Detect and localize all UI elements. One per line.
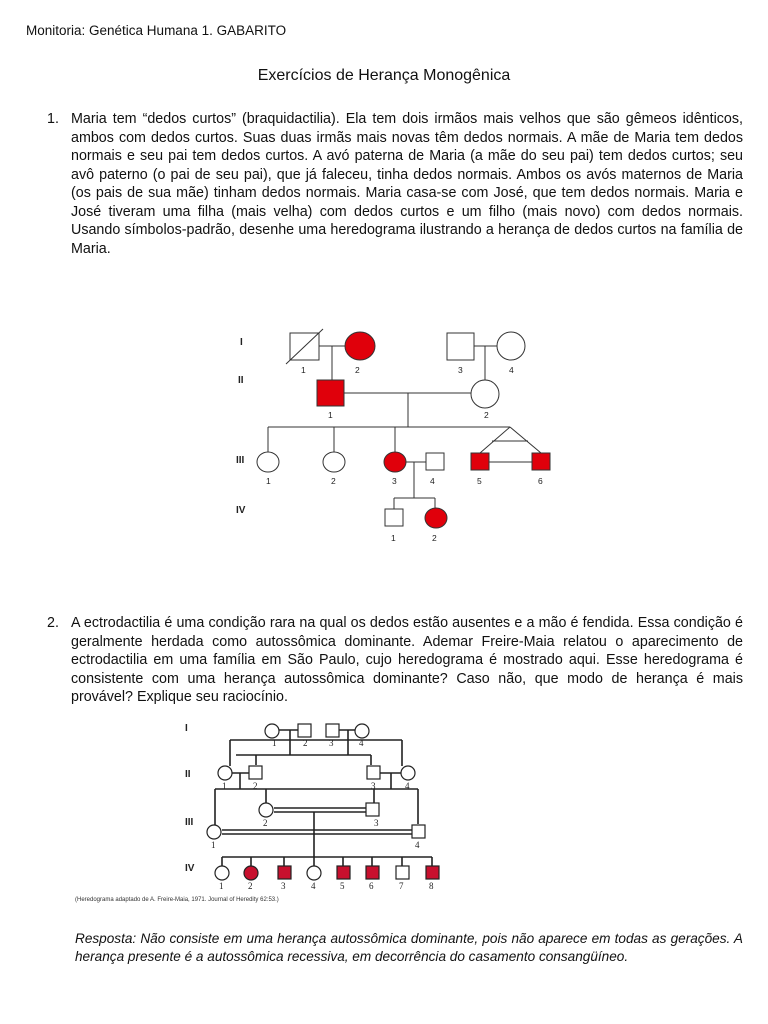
pedigree2-I-3-male xyxy=(326,724,339,737)
pedigree1-I-3-male xyxy=(447,333,474,360)
pedigree1-II-2-female xyxy=(471,380,499,408)
question-1-text: Maria tem “dedos curtos” (braquidactilia). Ela tem dois irmãos mais velhos que são gêmeos idênticos, ambos com dedos curtos. Suas duas irmãs mais novas têm dedos normais. A mãe de Maria tem dedos normais e seu pai tem dedos curtos. A avó paterna de Maria (a mãe do seu pai) tem dedos curtos; seu avô paterno (o pai de seu pai), que já faleceu, tinha dedos normais. Ambos os avós maternos de Maria (os pais de sua mãe) tinham dedos normais. Maria casa-se com José, que tem dedos normais. Maria e José tiveram uma filha (mais velha) com dedos curtos e um filho (mais novo) com dedos normais. Usando símbolos-padrão, desenhe uma heredograma ilustrando a herança de dedos curtos na família de Maria. xyxy=(71,111,743,257)
answer-text: Resposta: Não consiste em uma herança autossômica dominante, pois não aparece em todas as gerações. A herança presente é a autossômica recessiva, em decorrência do casamento consangüíneo. xyxy=(75,931,743,964)
pedigree2-caption: (Heredograma adaptado de A. Freire-Maia, 1971. Journal of Heredity 62:53.) xyxy=(75,897,279,903)
pedigree1-I-1-male-deceased xyxy=(290,333,319,360)
pedigree2-id: 2 xyxy=(303,738,308,748)
pedigree1-III-3-female-affected xyxy=(384,452,406,472)
pedigree2-id: 2 xyxy=(263,818,268,828)
pedigree2-I-4-female xyxy=(355,724,369,738)
question-2-number: 2. xyxy=(47,615,59,631)
pedigree2-id: 1 xyxy=(272,738,277,748)
pedigree1-id: 4 xyxy=(430,476,435,486)
pedigree1-I-2-female-affected xyxy=(345,332,375,360)
question-2 xyxy=(47,614,743,707)
pedigree2-id: 4 xyxy=(311,881,316,891)
pedigree2-id: 4 xyxy=(405,781,410,791)
pedigree2-id: 3 xyxy=(371,781,376,791)
pedigree1-III-4-male xyxy=(426,453,444,470)
pedigree1-gen-label: II xyxy=(238,375,244,386)
pedigree2-III-4-male xyxy=(412,825,425,838)
pedigree2-gen-label: II xyxy=(185,769,191,780)
pedigree2-id: 5 xyxy=(340,881,345,891)
pedigree1-III-2-female xyxy=(323,452,345,472)
pedigree1-III-6-male-affected xyxy=(532,453,550,470)
pedigree1-id: 3 xyxy=(458,365,463,375)
pedigree1-id: 2 xyxy=(355,365,360,375)
pedigree1-id: 1 xyxy=(328,410,333,420)
question-1 xyxy=(47,110,743,258)
pedigree2-III-3-male xyxy=(366,803,379,816)
pedigree2-IV-3-male-affected xyxy=(278,866,291,879)
pedigree2-IV-4-female xyxy=(307,866,321,880)
pedigree2-II-3-male xyxy=(367,766,380,779)
pedigree2-IV-7-male xyxy=(396,866,409,879)
page-title: Exercícios de Herança Monogênica xyxy=(257,67,511,84)
pedigree2-gen-label: III xyxy=(185,817,194,828)
pedigree1-id: 2 xyxy=(331,476,336,486)
pedigree1-id: 1 xyxy=(391,533,396,543)
pedigree2-IV-8-male-affected xyxy=(426,866,439,879)
pedigree1-id: 1 xyxy=(266,476,271,486)
pedigree2-I-1-female xyxy=(265,724,279,738)
pedigree1-id: 1 xyxy=(301,365,306,375)
pedigree2-id: 4 xyxy=(415,840,420,850)
pedigree2-id: 1 xyxy=(211,840,216,850)
pedigree2-id: 2 xyxy=(253,781,258,791)
pedigree2-gen-label: IV xyxy=(185,863,195,874)
page-header: Monitoria: Genética Humana 1. GABARITO xyxy=(26,23,287,38)
pedigree-2 xyxy=(75,723,439,903)
pedigree1-id: 2 xyxy=(432,533,437,543)
pedigree1-gen-label: III xyxy=(236,455,245,466)
pedigree2-IV-6-male-affected xyxy=(366,866,379,879)
pedigree2-II-1-female xyxy=(218,766,232,780)
pedigree2-IV-5-male-affected xyxy=(337,866,350,879)
question-1-number: 1. xyxy=(47,111,59,127)
pedigree2-id: 8 xyxy=(429,881,434,891)
pedigree2-IV-1-female xyxy=(215,866,229,880)
pedigree2-I-2-male xyxy=(298,724,311,737)
pedigree2-id: 7 xyxy=(399,881,404,891)
pedigree2-id: 6 xyxy=(369,881,374,891)
pedigree2-III-1-female xyxy=(207,825,221,839)
pedigree1-gen-label: IV xyxy=(236,505,246,516)
pedigree2-II-2-male xyxy=(249,766,262,779)
pedigree1-id: 4 xyxy=(509,365,514,375)
pedigree1-I-4-female xyxy=(497,332,525,360)
pedigree1-id: 6 xyxy=(538,476,543,486)
pedigree2-gen-label: I xyxy=(185,723,188,734)
pedigree2-id: 1 xyxy=(219,881,224,891)
pedigree2-id: 2 xyxy=(248,881,253,891)
pedigree1-III-5-male-affected xyxy=(471,453,489,470)
pedigree1-II-1-male-affected xyxy=(317,380,344,406)
pedigree1-IV-2-female-affected xyxy=(425,508,447,528)
pedigree1-id: 2 xyxy=(484,410,489,420)
question-2-text: A ectrodactilia é uma condição rara na qual os dedos estão ausentes e a mão é fendida. Essa condição é geralmente herdada como autossômica dominante. Ademar Freire-Maia relatou o aparecimento de ectrodactilia em uma família em São Paulo, cujo heredograma é mostrado aqui. Esse heredograma é consistente com uma herança autossômica dominante? Caso não, que modo de herança é mais provável? Explique seu raciocínio. xyxy=(71,615,743,705)
pedigree2-id: 3 xyxy=(329,738,334,748)
pedigree2-id: 3 xyxy=(281,881,286,891)
pedigree2-IV-2-female-affected xyxy=(244,866,258,880)
pedigree1-id: 3 xyxy=(392,476,397,486)
pedigree1-id: 5 xyxy=(477,476,482,486)
pedigree2-II-4-female xyxy=(401,766,415,780)
pedigree2-id: 1 xyxy=(222,781,227,791)
pedigree1-III-1-female xyxy=(257,452,279,472)
pedigree2-III-2-female xyxy=(259,803,273,817)
pedigree1-IV-1-male xyxy=(385,509,403,526)
pedigree2-id: 4 xyxy=(359,738,364,748)
pedigree2-id: 3 xyxy=(374,818,379,828)
pedigree1-gen-label: I xyxy=(240,337,243,348)
